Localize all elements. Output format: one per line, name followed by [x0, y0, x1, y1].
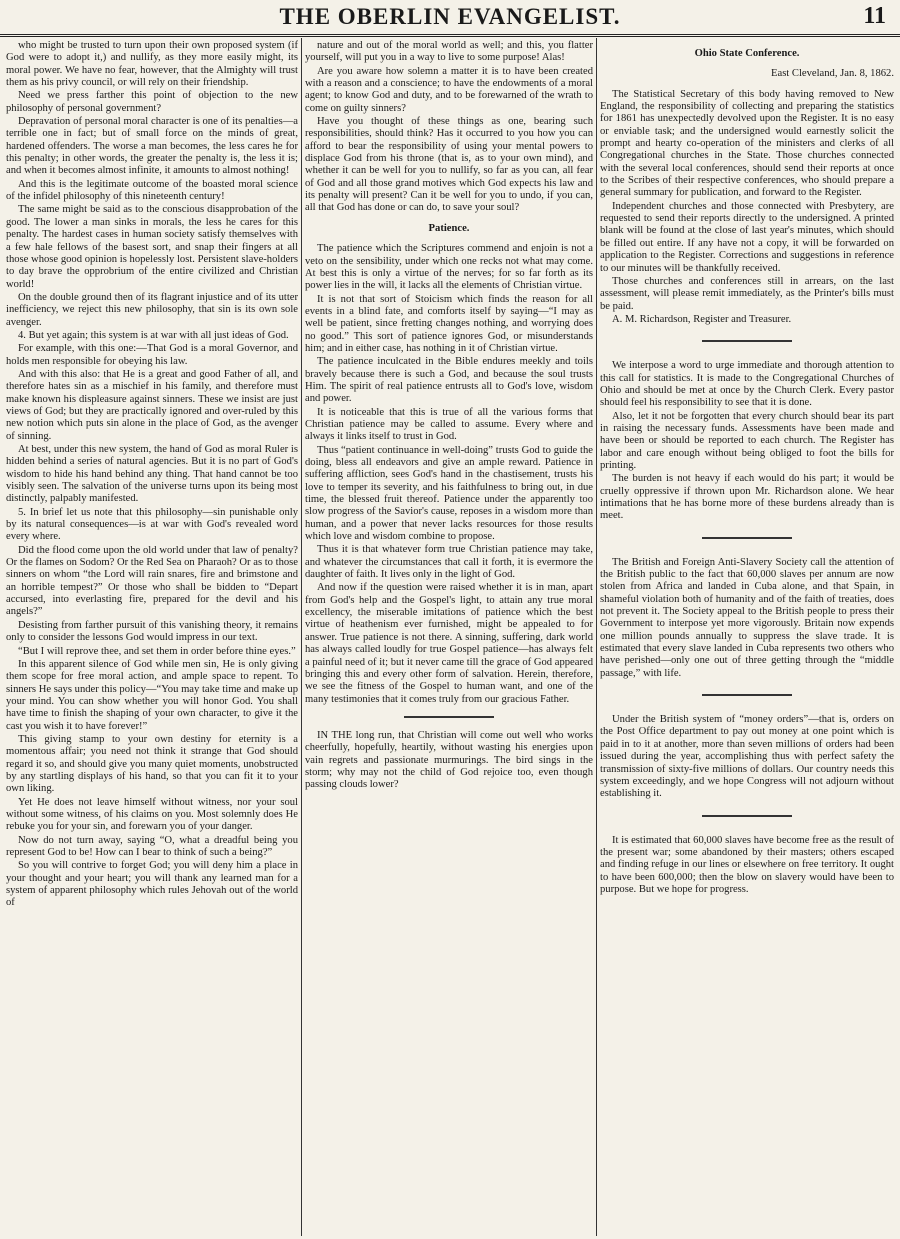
- paragraph: The patience inculcated in the Bible endures meekly and toils bravely because there is such a God, and because the soul trusts Him. The spirit of real patience entrusts all to God's love, wisdom and power.: [305, 356, 593, 405]
- paragraph: So you will contrive to forget God; you will deny him a place in your thought and your heart; you will thank any learned man for a system of apparent philosophy which rules Jehovah out of the world of: [6, 860, 298, 909]
- paragraph: IN THE long run, that Christian will come out well who works cheerfully, hopefully, heartily, without wasting his energies upon vain regrets and passionate murmurings. The bird sings in the storm; why may not the child of God rejoice too, even though passing clouds lower?: [305, 729, 593, 791]
- newspaper-title: THE OBERLIN EVANGELIST.: [279, 4, 621, 29]
- paragraph: Independent churches and those connected with Presbytery, are requested to send their reports directly to the undersigned. A printed blank will be found at the close of last year's minutes, which should be filled out entire. If any have not a copy, it will be forwarded on application to the Register. Corrections and suggestions in reference to our minutes will be thankfully received.: [600, 200, 894, 274]
- section-divider: [702, 340, 792, 342]
- paragraph: And with this also: that He is a great and good Father of all, and therefore hates sin as a mischief in his family, and therefore must make known his displeasure against sinners. These we insist are just views of God; but they are practically ignored and over-ruled by this new notion which puts sin alone in the place of God, as the avenger of sinning.: [6, 368, 298, 442]
- paragraph: Need we press farther this point of objection to the new philosophy of personal government?: [6, 90, 298, 114]
- paragraph: 5. In brief let us note that this philosophy—sin punishable only by its natural consequences—is at war with God's revealed word every where.: [6, 506, 298, 543]
- paragraph: Did the flood come upon the old world under that law of penalty? Or the flames on Sodom? Or the Red Sea on Pharaoh? Or as to those sinners on whom “the Lord will rain snares, fire and brimstone and an horrible tempest?” Or those who shall be bidden to “Depart accursed, into everlasting fire, prepared for the devil and his angels?”: [6, 544, 298, 618]
- section-divider: [702, 694, 792, 696]
- paragraph: It is estimated that 60,000 slaves have become free as the result of the present war; some abandoned by their masters; others escaped and finding refuge in our lines or elsewhere on free territory. It ought to have been 600,000; then the blow on slavery would have been to purpose. But we hope for progress.: [600, 834, 894, 895]
- paragraph: Also, let it not be forgotten that every church should bear its part in raising the necessary funds. Assessments have been made and have been or should be reported to each church. The Register has labor and care enough without being obliged to foot the bills for printing.: [600, 410, 894, 471]
- column-2: [305, 40, 593, 1236]
- paragraph: The same might be said as to the conscious disapprobation of the good. The lower a man sinks in morals, the less he cares for this penalty. The hardest cases in human society satisfy themselves with a few hale fellows of the basest sort, and snap their fingers at all those whose good opinion is hopelessly lost. Persistent slave-holders to day brave the opprobrium of the entire civilized and Christian world!: [6, 204, 298, 290]
- paragraph: Are you aware how solemn a matter it is to have been created with a reason and a conscience; to have the endowments of a moral agent; to know God and duty, and to be forewarned of the wrath to come on guilty sinners?: [305, 65, 593, 114]
- paragraph: Under the British system of “money orders”—that is, orders on the Post Office department to pay out money at one point which is paid in to it at another, more than seven millions of orders had been issued during the year, accomplishing thus with perfect safety the transmission of sixty-five millions of dollars. Our country needs this system exceedingly, and we hope Congress will not adjourn without establishing it.: [600, 714, 894, 800]
- article-heading-patience: Patience.: [428, 222, 470, 234]
- paragraph: Have you thought of these things as one, bearing such responsibilities, should think? Has it occurred to you how you can afford to bear the responsibility of using your mental powers to displace God from his throne (that is, as to your own mind), and whether it can be well for you to nullify, so far as you can, all fear of God and all those grand motives which God expects his law and its penalty will present? Can it be well for you to undo, if you can, all that God has done or can do, to save your soul?: [305, 116, 593, 214]
- paragraph: For example, with this one:—That God is a moral Governor, and holds men responsible for obeying his law.: [6, 343, 298, 367]
- paragraph: nature and out of the moral world as well; and this, you flatter yourself, will put you in a way to live to some purpose! Alas!: [305, 40, 593, 64]
- paragraph: And this is the legitimate outcome of the boasted moral science of the infidel philosophy of this nineteenth century!: [6, 178, 298, 203]
- paragraph: At best, under this new system, the hand of God as moral Ruler is hidden behind a series of natural agencies. But it is no part of God's wisdom to hide his hand behind any thing. That hand cannot be too visibly seen. The salvation of the universe turns upon its being most distinctly, palpably manifested.: [6, 444, 298, 505]
- column-rule: [301, 38, 302, 1236]
- page-number: 11: [863, 3, 886, 29]
- paragraph: 4. But yet again; this system is at war with all just ideas of God.: [18, 329, 289, 341]
- paragraph: Thus it is that whatever form true Christian patience may take, and whatever the circumstances that call it forth, it is evermore the daughter of faith. It lives only in the light of God.: [305, 544, 593, 581]
- paragraph: The Statistical Secretary of this body having removed to New England, the responsibility of collecting and preparing the statistics for 1861 has unexpectedly devolved upon the Register. It is no easy or enviable task; and the undersigned would earnestly solicit the prompt and hearty co-operation of the ministers and clerks of all Congregational churches in the State. Those churches connected with the several local conferences, should send their reports at once to the Scribes of their respective conferences, who should prepare a general summary for publication, and forward to the Register.: [600, 88, 894, 199]
- section-divider: [702, 815, 792, 817]
- section-divider: [404, 716, 494, 718]
- column-rule: [596, 38, 597, 1236]
- paragraph: Depravation of personal moral character is one of its penalties—a terrible one in fact; but of small force on the minds of great, hardened offenders. The worse a man becomes, the less cares he for this penalty; in other words, the greater the penalty is, the less it is; and when it becomes almost infinite, it amounts to almost nothing!: [6, 116, 298, 177]
- paragraph: The patience which the Scriptures commend and enjoin is not a veto on the sensibility, under which one recks not what may come. At best this is only a virtue of the nerves; for so far forth as its power lies in the will, it lacks all the elements of Christian virtue.: [305, 243, 593, 292]
- paragraph: The British and Foreign Anti-Slavery Society call the attention of the British public to the fact that 60,000 slaves per annum are now stolen from Africa and landed in Cuba alone, and that Spain, in shameful violation both of humanity and of the faith of treaties, does not prevent it. The Society appeal to the British people to press their Government to interpose yet more vigorously. Britain now expends one million pounds annually to suppress the slave trade. It is estimated that every slave landed in Cuba represents two others who have perished—only one out of three getting through the “middle passage,” with life.: [600, 556, 894, 679]
- section-divider: [702, 537, 792, 539]
- paragraph: The burden is not heavy if each would do his part; it would be cruelly oppressive if thrown upon Mr. Richardson alone. We hear intimations that he has borne more of these burdens already than is meet.: [600, 473, 894, 522]
- article-heading-ohio-conference: Ohio State Conference.: [694, 48, 800, 59]
- paragraph: And now if the question were raised whether it is in man, apart from God's help and the Gospel's light, to attain any true moral excellency, the miserable imitations of patience which the best virtue of heathenism ever furnished, might be appealed to for answer. True patience is not there. A sinning, suffering, dark world has always called loudly for true Gospel patience—has always felt a painful need of it; but it never came till the grace of God appeared bringing this and every other form of salvation. Herein, therefore, we see the fitness of the Gospel to human want, and one of the many testimonies that it comes truly from our gracious Father.: [305, 582, 593, 705]
- masthead: [0, 0, 900, 37]
- paragraph: We interpose a word to urge immediate and thorough attention to this call for statistics. It is made to the Congregational Churches of Ohio and should be met at once by the Church Clerk. Every pastor should feel his responsibility to see that it is done.: [600, 360, 894, 409]
- dateline: East Cleveland, Jan. 8, 1862.: [771, 68, 894, 80]
- paragraph: Desisting from farther pursuit of this vanishing theory, it remains only to consider the lessons God would impress in our text.: [6, 619, 298, 644]
- paragraph: On the double ground then of its flagrant injustice and of its utter inefficiency, we reject this new philosophy, that sin is its own sole avenger.: [6, 291, 298, 328]
- paragraph: “But I will reprove thee, and set them in order before thine eyes.”: [18, 645, 296, 657]
- signature: A. M. Richardson, Register and Treasurer.: [612, 313, 792, 325]
- paragraph: Now do not turn away, saying “O, what a dreadful being you represent God to be! How can I bear to think of such a being?”: [6, 834, 298, 858]
- paragraph: Yet He does not leave himself without witness, nor your soul without some witness, of his claims on you. Most solemnly does He rebuke you for your sin, and forewarn you of your danger.: [6, 796, 298, 833]
- paragraph: In this apparent silence of God while men sin, He is only giving them scope for free moral action, and ample space to repent. To sinners He says under this policy—“You may take time and make up your mind. You can show whether you will honor God. You shall have time to finish the shaping of your own character, to give it the cast you wish it to have forever!”: [6, 658, 298, 732]
- column-3: [600, 40, 894, 1236]
- paragraph: It is noticeable that this is true of all the various forms that Christian patience may be called to assume. Every where and always it links itself to trust in God.: [305, 406, 593, 443]
- column-1: [6, 40, 298, 1236]
- paragraph: It is not that sort of Stoicism which finds the reason for all events in a blind fate, and comforts itself by saying—“I may as well be patient, since fretting changes nothing, and worrying does no good.” This sort of patience ignores God, or misunderstands him; and in either case, has nothing in it of Christian virtue.: [305, 293, 593, 354]
- paragraph: Thus “patient continuance in well-doing” trusts God to guide the doing, bless all endeavors and give an ample reward. Patience in suffering affliction, sees God's hand in the chastisement, trusts his love to temper its severity, and his faithfulness to bring out, in due time, the blessed fruit thereof. Patience under the apparently too slow progress of the Savior's cause, reposes in a wisdom more than human, and a power that never lacks resources for those results which love and wisdom combine to propose.: [305, 444, 593, 543]
- paragraph: who might be trusted to turn upon their own proposed system (if God were to adopt it,) and nullify, as they more easily might, its moral power. We have no fear, however, that the Almighty will trust them as his privy council, or will rely on their friendship.: [6, 40, 298, 89]
- paragraph: Those churches and conferences still in arrears, on the last assessment, will please remit immediately, as the Printer's bills must be paid.: [600, 275, 894, 312]
- paragraph: This giving stamp to your own destiny for eternity is a momentous affair; you need not think it strange that God should regard it so, and should give you many quiet moments, unobstructed by any startling displays of his hand, so that you can fit it to your own liking.: [6, 733, 298, 795]
